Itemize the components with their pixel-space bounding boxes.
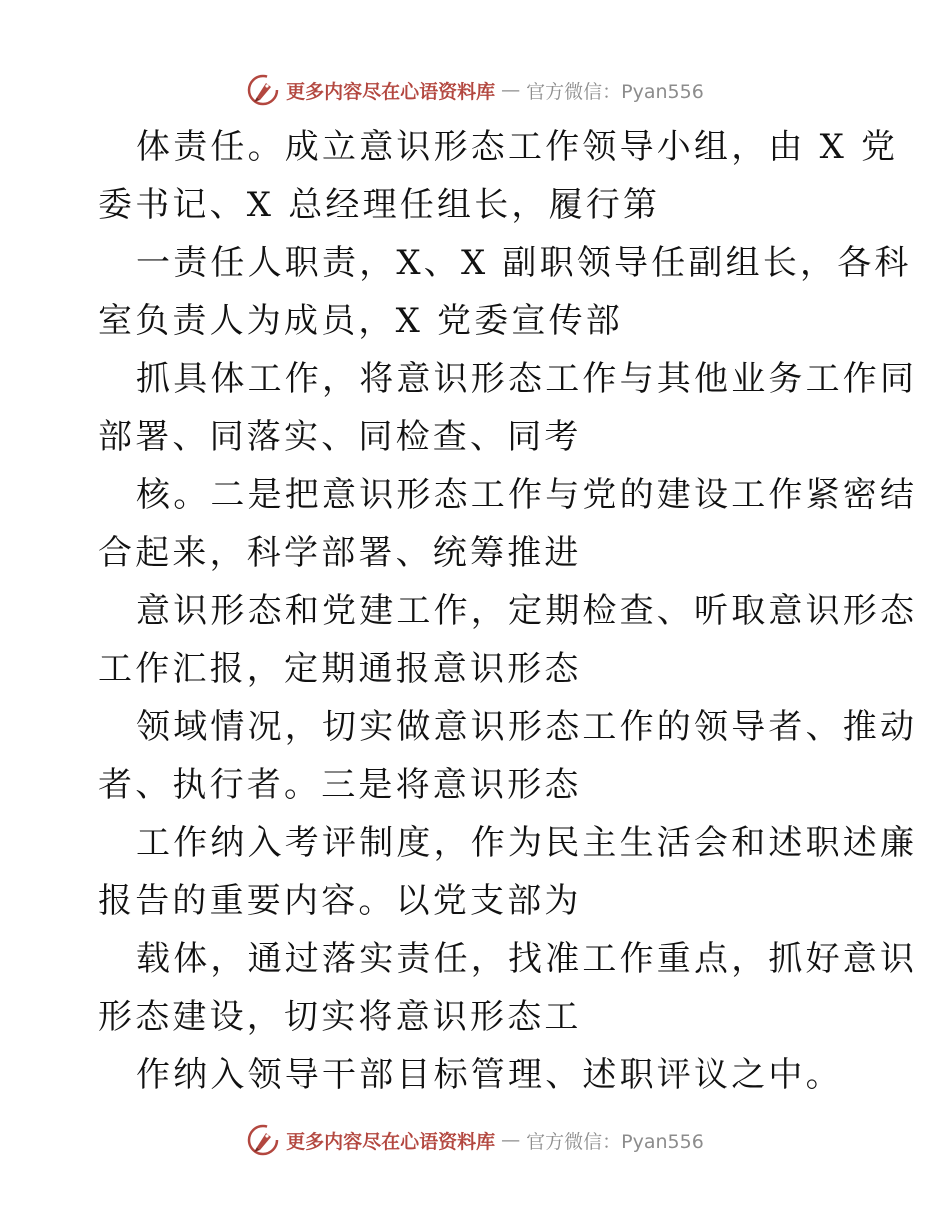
text-line: 体责任。成立意识形态工作领导小组，由 X 党	[136, 127, 899, 167]
footer-banner	[0, 1120, 950, 1160]
header-banner	[0, 70, 950, 110]
document-body	[98, 118, 918, 1104]
contact-text: 官方微信：Pyan556	[526, 1130, 704, 1153]
brand-text: 更多内容尽在心语资料库	[286, 1130, 496, 1153]
contact-text: 官方微信：Pyan556	[526, 80, 704, 103]
text-line: 合起来，科学部署、统筹推进	[98, 533, 582, 573]
header-banner-content	[246, 73, 704, 107]
text-line: 载体，通过落实责任，找准工作重点，抓好意识	[136, 939, 918, 979]
text-line: 室负责人为成员，X 党委宣传部	[98, 301, 624, 341]
banner-dash: —	[501, 1129, 521, 1151]
text-line: 委书记、X 总经理任组长，履行第	[98, 185, 661, 225]
banner-dash: —	[501, 79, 521, 101]
footer-banner-content	[246, 1123, 704, 1157]
text-line: 一责任人职责，X、X 副职领导任副组长，各科	[136, 243, 912, 283]
text-line: 核。二是把意识形态工作与党的建设工作紧密结	[136, 475, 918, 515]
text-line: 意识形态和党建工作，定期检查、听取意识形态	[136, 591, 918, 631]
brand-text: 更多内容尽在心语资料库	[286, 80, 496, 103]
text-line: 工作纳入考评制度，作为民主生活会和述职述廉	[136, 823, 918, 863]
text-line: 工作汇报，定期通报意识形态	[98, 649, 582, 689]
text-line: 抓具体工作，将意识形态工作与其他业务工作同	[136, 359, 918, 399]
pen-nib-logo-icon	[246, 73, 280, 107]
text-line: 领域情况，切实做意识形态工作的领导者、推动	[136, 707, 918, 747]
text-line: 报告的重要内容。以党支部为	[98, 881, 582, 921]
text-line: 形态建设，切实将意识形态工	[98, 997, 582, 1037]
text-line: 作纳入领导干部目标管理、述职评议之中。	[136, 1055, 843, 1095]
text-line: 者、执行者。三是将意识形态	[98, 765, 582, 805]
pen-nib-logo-icon	[246, 1123, 280, 1157]
text-line: 部署、同落实、同检查、同考	[98, 417, 582, 457]
